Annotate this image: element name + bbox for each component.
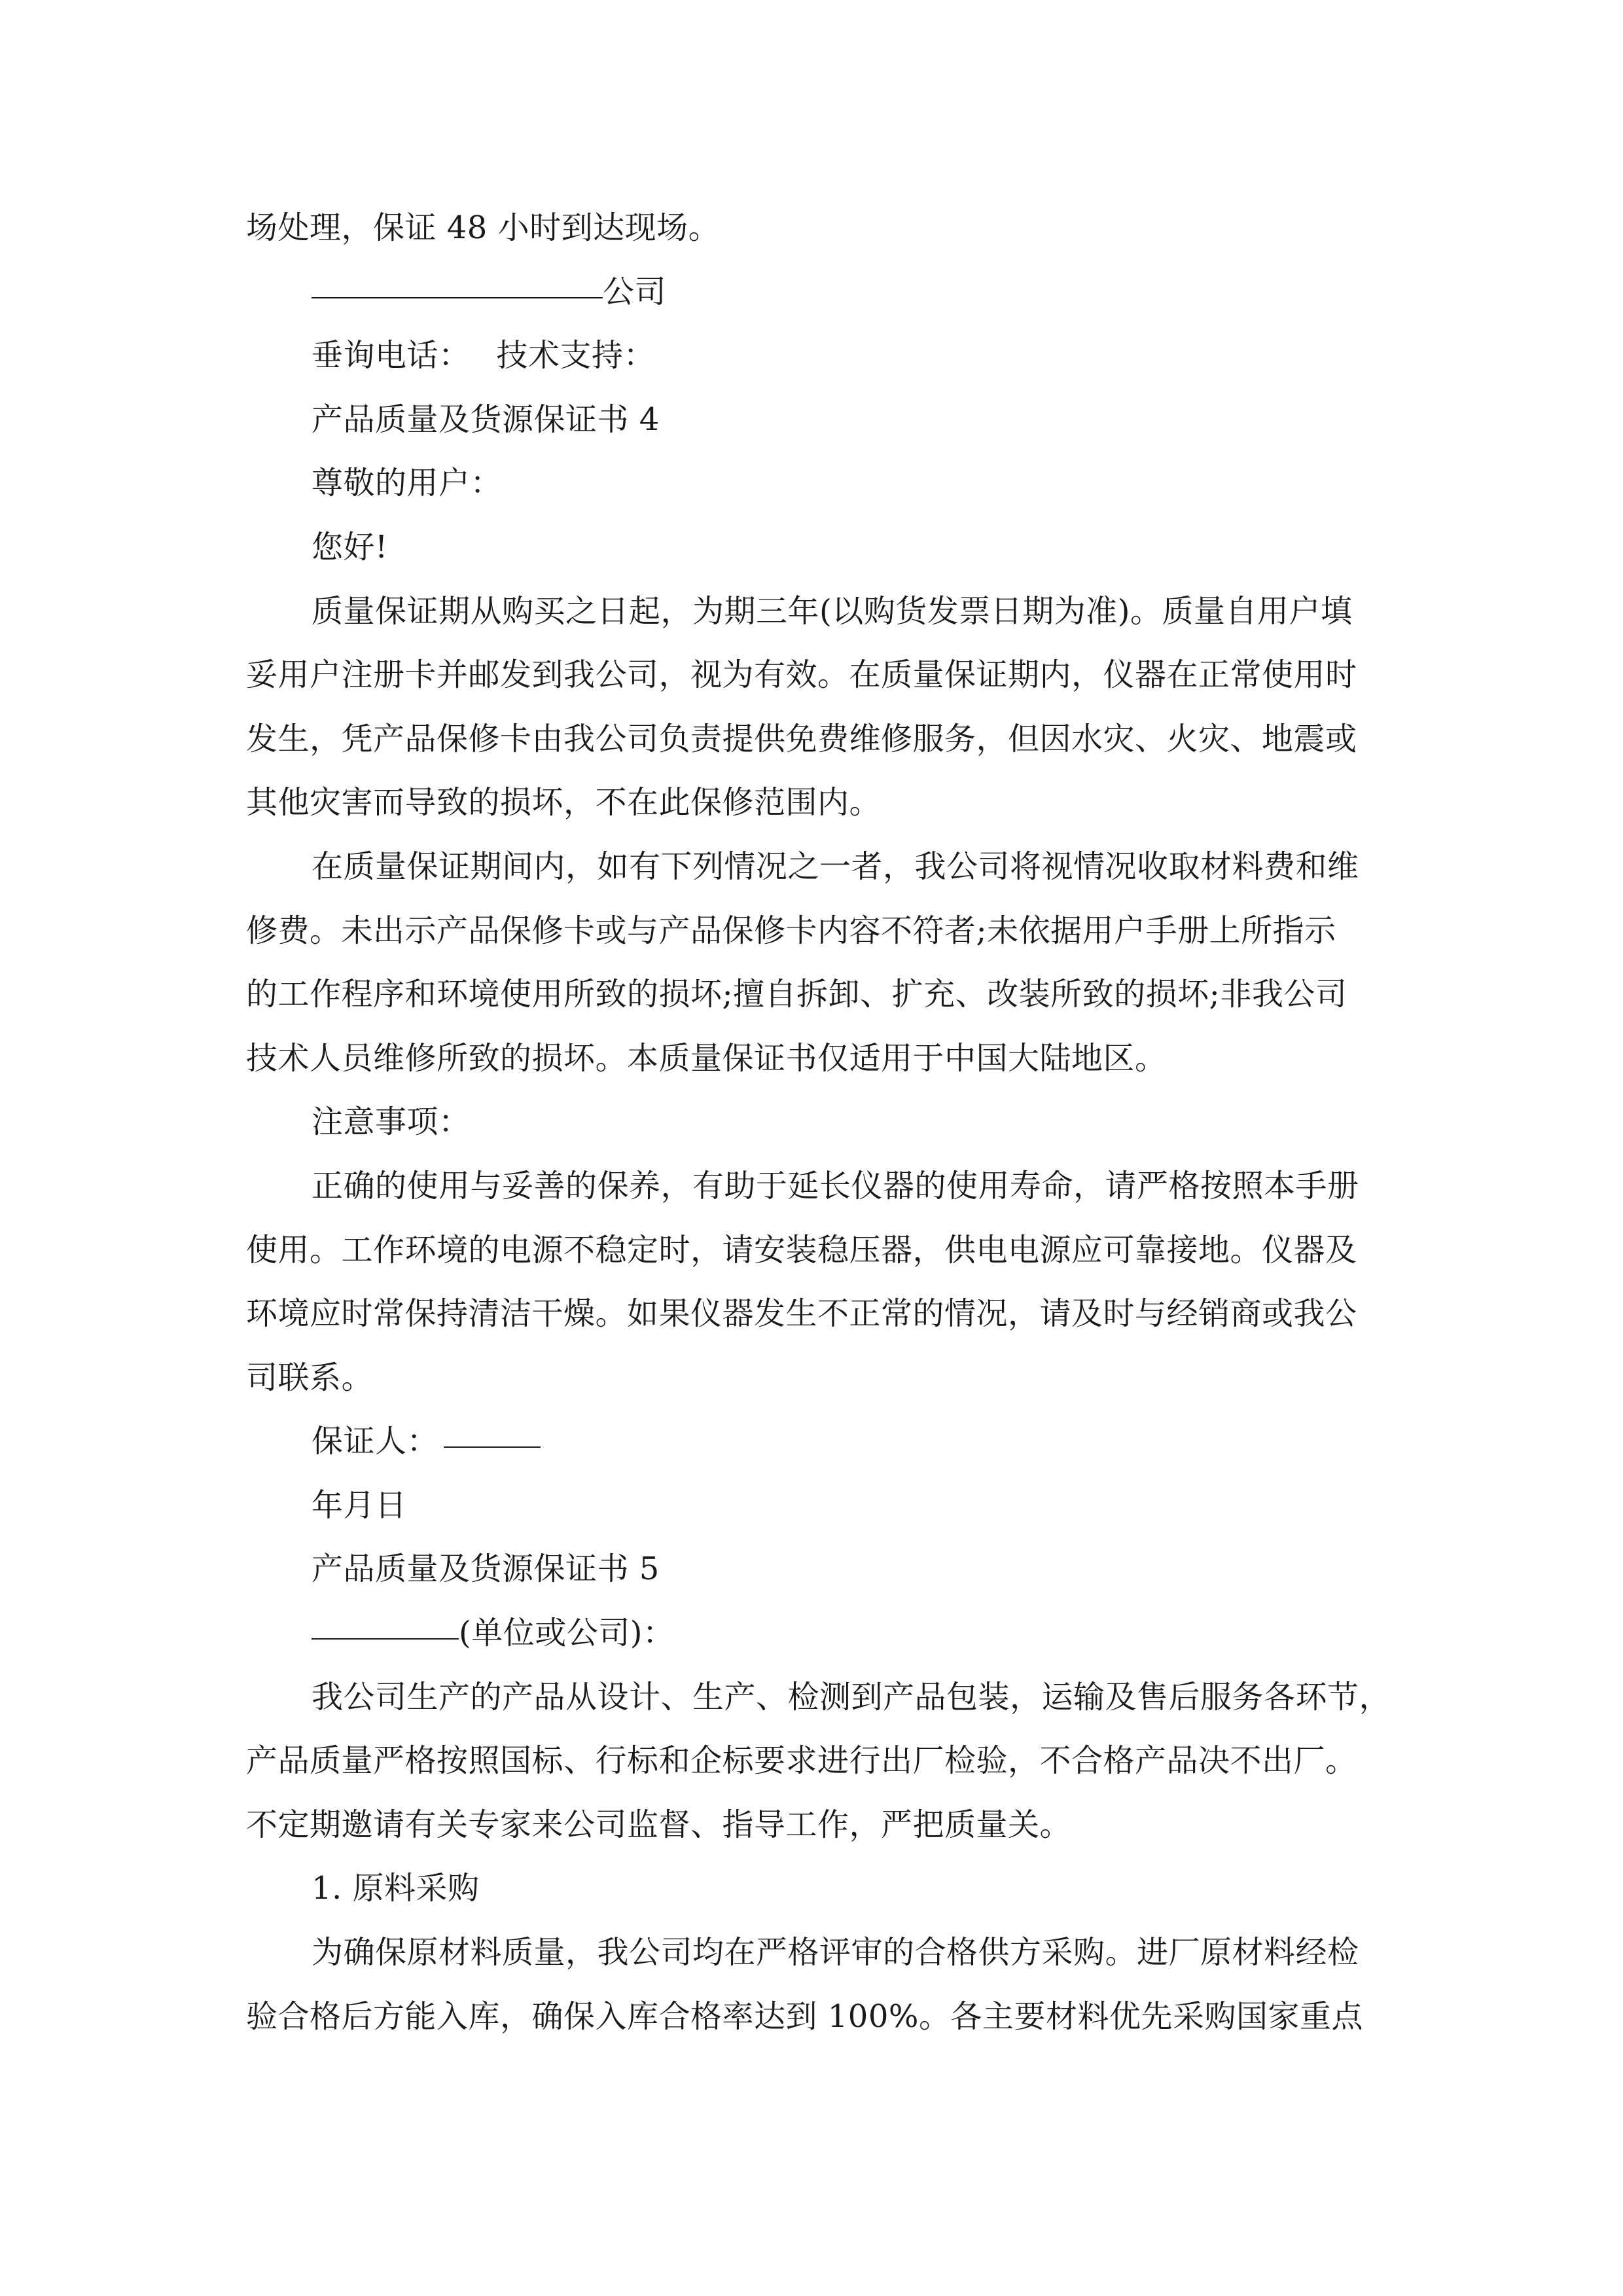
paragraph-line: 验合格后方能入库，确保入库合格率达到 100%。各主要材料优先采购国家重点 bbox=[246, 1998, 1363, 2035]
hotline-label: 垂询电话： bbox=[312, 337, 471, 374]
greeting: 您好! bbox=[312, 528, 388, 565]
guarantor-line bbox=[246, 1410, 1382, 1474]
subsection-heading: 1. 原料采购 bbox=[312, 1870, 480, 1907]
contact-line bbox=[246, 324, 1382, 388]
paragraph-line: 我公司生产的产品从设计、生产、检测到产品包装，运输及售后服务各环节， bbox=[312, 1678, 1391, 1715]
paragraph-line: 正确的使用与妥善的保养，有助于延长仪器的使用寿命，请严格按照本手册 bbox=[312, 1167, 1359, 1204]
section-heading: 产品质量及货源保证书 4 bbox=[312, 401, 660, 438]
recipient-line bbox=[246, 1602, 1382, 1666]
paragraph-line: 的工作程序和环境使用所致的损坏;擅自拆卸、扩充、改装所致的损坏;非我公司 bbox=[246, 976, 1347, 1013]
notes-heading: 注意事项： bbox=[312, 1103, 471, 1141]
guarantor-label: 保证人： bbox=[312, 1423, 439, 1460]
paragraph-line: 环境应时常保持清洁干燥。如果仪器发生不正常的情况，请及时与经销商或我公 bbox=[246, 1295, 1357, 1333]
paragraph-line: 在质量保证期间内，如有下列情况之一者，我公司将视情况收取材料费和维 bbox=[312, 848, 1359, 885]
salutation: 尊敬的用户： bbox=[312, 465, 503, 502]
section-heading: 产品质量及货源保证书 5 bbox=[312, 1551, 660, 1588]
recipient-label: (单位或公司)： bbox=[459, 1615, 675, 1652]
date-line: 年月日 bbox=[312, 1486, 407, 1524]
company-line bbox=[246, 260, 1382, 325]
paragraph-line: 技术人员维修所致的损坏。本质量保证书仅适用于中国大陆地区。 bbox=[246, 1039, 1167, 1077]
paragraph-line: 场处理，保证 48 小时到达现场。 bbox=[246, 209, 721, 246]
paragraph-line: 其他灾害而导致的损坏，不在此保修范围内。 bbox=[246, 784, 882, 821]
document-body bbox=[246, 196, 1391, 2049]
paragraph-line: 质量保证期从购买之日起，为期三年(以购货发票日期为准)。质量自用户填 bbox=[312, 592, 1353, 630]
paragraph-line: 修费。未出示产品保修卡或与产品保修卡内容不符者;未依据用户手册上所指示 bbox=[246, 912, 1336, 949]
paragraph-line: 使用。工作环境的电源不稳定时，请安装稳压器，供电电源应可靠接地。仪器及 bbox=[246, 1231, 1357, 1268]
tech-support-label: 技术支持： bbox=[496, 337, 656, 374]
company-label: 公司 bbox=[603, 273, 667, 310]
paragraph-line: 发生，凭产品保修卡由我公司负责提供免费维修服务，但因水灾、火灾、地震或 bbox=[246, 720, 1357, 757]
paragraph-line: 产品质量严格按照国标、行标和企标要求进行出厂检验，不合格产品决不出厂。 bbox=[246, 1742, 1357, 1780]
company-blank bbox=[312, 260, 603, 298]
recipient-blank bbox=[312, 1602, 459, 1640]
paragraph-line: 妥用户注册卡并邮发到我公司，视为有效。在质量保证期内，仪器在正常使用时 bbox=[246, 656, 1357, 694]
paragraph-line: 不定期邀请有关专家来公司监督、指导工作，严把质量关。 bbox=[246, 1806, 1072, 1843]
guarantor-blank bbox=[444, 1410, 541, 1448]
paragraph-line: 为确保原材料质量，我公司均在严格评审的合格供方采购。进厂原材料经检 bbox=[312, 1934, 1359, 1971]
paragraph-line: 司联系。 bbox=[246, 1359, 374, 1396]
